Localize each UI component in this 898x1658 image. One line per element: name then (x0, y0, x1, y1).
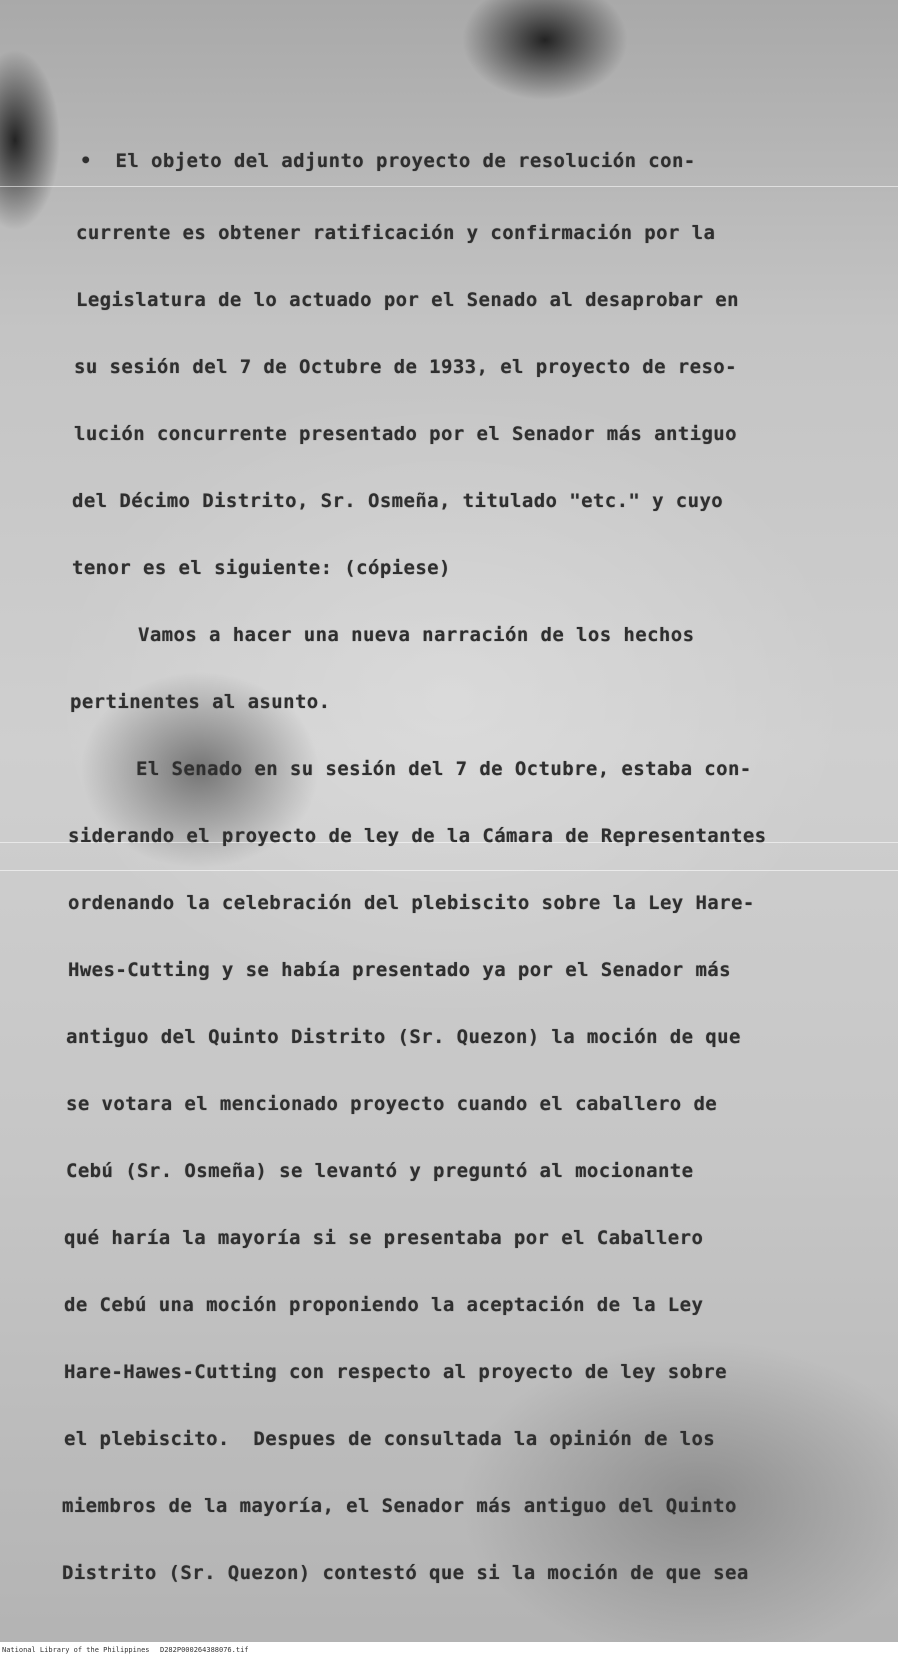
text-line: Cebú (Sr. Osmeña) se levantó y preguntó al mocionante (66, 1160, 694, 1182)
text-line: se votara el mencionado proyecto cuando el caballero de (66, 1093, 718, 1115)
text-line: de Cebú una moción proponiendo la aceptación de la Ley (64, 1294, 704, 1316)
text-line: el plebiscito. Despues de consultada la opinión de los (64, 1428, 716, 1450)
text-line: antiguo del Quinto Distrito (Sr. Quezon) la moción de que (66, 1026, 741, 1048)
text-line: El Senado en su sesión del 7 de Octubre, estaba con- (136, 758, 752, 780)
text-line: del Décimo Distrito, Sr. Osmeña, titulado "etc." y cuyo (72, 490, 724, 512)
text-line: tenor es el siguiente: (cópiese) (72, 557, 451, 579)
text-line: Legislatura de lo actuado por el Senado al desaprobar en (76, 289, 739, 311)
text-line: pertinentes al asunto. (70, 691, 331, 713)
scan-footer (0, 1642, 898, 1658)
text-line: Vamos a hacer una nueva narración de los hechos (138, 624, 695, 646)
scan-scratch (0, 870, 898, 871)
text-line: lución concurrente presentado por el Senador más antiguo (74, 423, 737, 445)
text-line: currente es obtener ratificación y confirmación por la (76, 222, 716, 244)
library-label: National Library of the Philippines (2, 1646, 150, 1654)
text-line: su sesión del 7 de Octubre de 1933, el proyecto de reso- (74, 356, 737, 378)
text-line: • El objeto del adjunto proyecto de resolución con- (80, 150, 696, 172)
file-name: D282P000264388076.tif (160, 1646, 249, 1654)
text-line: ordenando la celebración del plebiscito sobre la Ley Hare- (68, 892, 755, 914)
text-line: Hare-Hawes-Cutting con respecto al proyecto de ley sobre (64, 1361, 727, 1383)
text-line: qué haría la mayoría si se presentaba por el Caballero (64, 1227, 704, 1249)
text-line: Hwes-Cutting y se había presentado ya por el Senador más (68, 959, 731, 981)
text-line: miembros de la mayoría, el Senador más antiguo del Quinto (62, 1495, 737, 1517)
text-line: Distrito (Sr. Quezon) contestó que si la moción de que sea (62, 1562, 749, 1584)
text-line: siderando el proyecto de ley de la Cámara de Representantes (68, 825, 767, 847)
